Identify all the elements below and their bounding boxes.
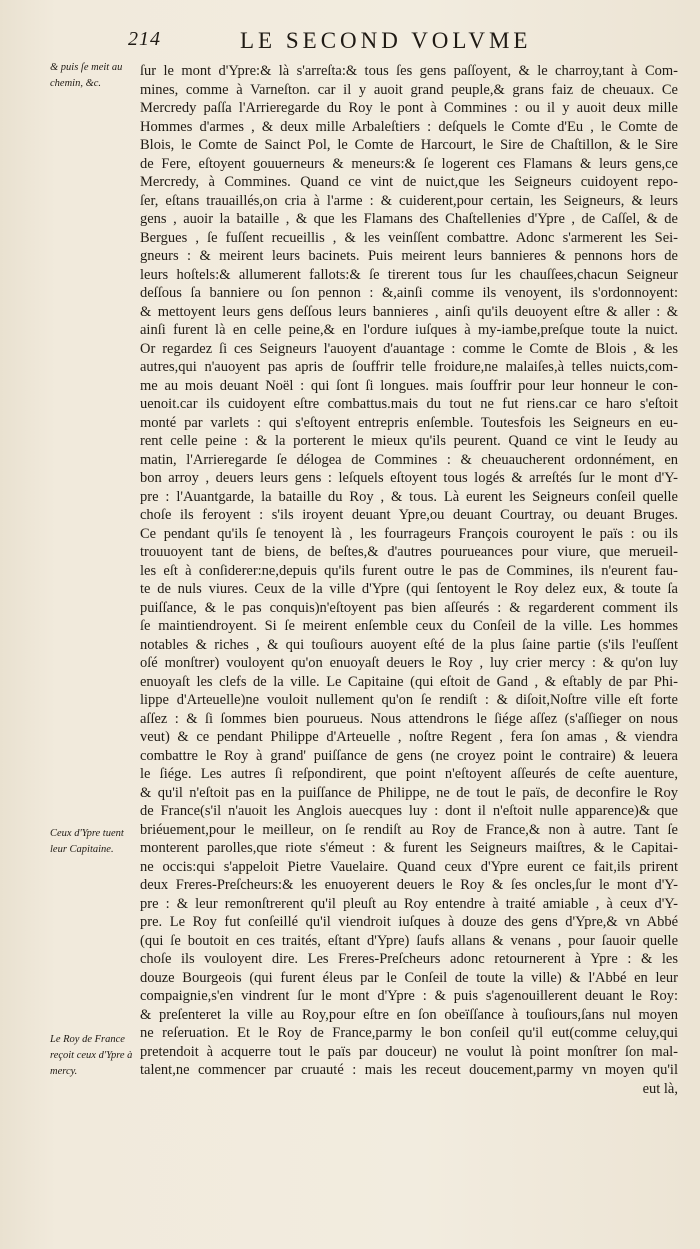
- margin-note: & puis ſe meit au chemin, &c.: [50, 62, 123, 89]
- text-line: lippe d'Arteuelle)ne vouloit nullement qu'on ſe rendiſt : & diſoit,Noſtre ville eſt forte: [140, 692, 678, 708]
- text-line: ſur le mont d'Ypre:& là s'arreſta:& tous ſes gens paſſoyent, & le charroy,tant à Com-: [140, 63, 678, 79]
- text-line: ſer, eſtans trauaillés,on cria à l'arme : & cuiderent,pour certain, les Seigneurs, & leurs: [140, 192, 678, 209]
- text-line: pretendoit à acquerre tout le païs par douceur) ne voulut là point monſtrer ſon mal-: [140, 1043, 678, 1060]
- text-line: talent,ne commencer par cruauté : mais les receut doucement,parmy vn moyen qu'il: [140, 1062, 678, 1078]
- text-line: gens , auoir la bataille , & que les Flamans des Chaſtellenies d'Ypre , de Caſſel, & de: [140, 211, 678, 227]
- text-line: me au mois deuant Noël : qui ſont ſi longues. mais ſouffrir pour leur honneur le con-: [140, 377, 678, 394]
- text-line: Mercredy, à Commines. Quand ce vint de nuict,que les Seigneurs cuidoyent repo-: [140, 174, 678, 190]
- text-line: choſe ils vouloyent dire. Les Freres-Preſcheurs adonc retournerent à Ypre : & les: [140, 951, 678, 967]
- text-line: uenoit.car ils cuidoyent eſtre combattus.mais du tout ne fut riens.car ce haro s'eſtoit: [140, 396, 678, 412]
- text-line: te de nuls viures. Ceux de la ville d'Ypre (qui ſentoyent le Roy delez eux, & toute ſa: [140, 581, 678, 597]
- text-line: ne occis:qui s'appeloit Pietre Vauelaire. Quand ceux d'Ypre eurent ce fait,ils prirent: [140, 858, 678, 875]
- margin-notes: [0, 0, 140, 1249]
- text-line: gneurs : & meirent leurs bacinets. Puis meirent leurs bannieres & pennons hors de: [140, 248, 678, 264]
- text-line: briéuement,pour le meilleur, on ſe rendiſt au Roy de France,& non à autre. Tant ſe: [140, 821, 678, 838]
- text-line: compaignie,s'en vindrent ſur le mont d'Ypre : & puis s'agenouillerent deuant le Roy:: [140, 988, 678, 1004]
- text-line: aſſez : & ſi ſommes bien pourueus. Nous attendrons le ſiége aſſez (s'aſſieger on nous: [140, 710, 678, 727]
- text-line: & qu'il n'eſtoit pas en la puiſſance de Philippe, ne de tout le païs, de deconfire le Roy: [140, 784, 678, 801]
- text-line: bon arroy , deuers leurs gens : leſquels eſtoyent tous logés & arreſtés ſur le mont d'Y-: [140, 470, 678, 486]
- text-line: Hommes d'armes , & deux mille Arbaleſtiers : deſquels le Comte d'Eu , le Comte de: [140, 118, 678, 135]
- text-line: oſé monſtrer) vouloyent qu'on enuoyaſt deuers le Roy , luy crier mercy : & qu'on luy: [140, 655, 678, 671]
- text-line: le ſiége. Les autres ſi reſpondirent, que point n'eſtoyent aſſeurés de ceſte auenture,: [140, 766, 678, 782]
- text-line: notables & riches , & qui touſiours auoyent eſté de la plus ſaine partie (s'ils l'euſſent: [140, 636, 678, 653]
- text-line: pre : & leur remonſtrerent qu'il pleuſt au Roy entendre à traité amiable , à ceux d'Y-: [140, 895, 678, 912]
- text-line: matin, l'Arrieregarde ſe délogea de Commines : & cheuaucherent ordonnément, en: [140, 451, 678, 468]
- margin-note: Ceux d'Ypre tuent leur Capitaine.: [50, 828, 124, 855]
- text-line: mines, comme à Varneſton. car il y auoit grand peuple,& grans faiz de cheuaux. Ce: [140, 81, 678, 98]
- text-line: pre : l'Auantgarde, la bataille du Roy , & tous. Là eurent les Seigneurs conſeil quelle: [140, 488, 678, 505]
- running-title: LE SECOND VOLVME: [240, 28, 532, 53]
- text-line: les eſt à conſiderer:ne,depuis qu'ils furent outre le pas de Commines, ils n'eurent fau-: [140, 562, 678, 579]
- text-line: de Fere, eſtoyent gouuerneurs & meneurs:& ſe logerent ces Flamans & leurs gens,ce: [140, 155, 678, 172]
- body-text: [140, 62, 678, 1098]
- text-line: de France(s'il n'auoit les Anglois auecques luy : dont il n'eſtoit nulle apparence)& que: [140, 803, 678, 819]
- text-line: Bergues , ſe fuſſent recueillis , & les veinſſent combattre. Adonc s'armerent les Sei-: [140, 229, 678, 246]
- text-line: enuoyaſt les clefs de la ville. Le Capitaine (qui eſtoit de Gand , & eſtably de par Phi-: [140, 673, 678, 690]
- text-line: eut là,: [642, 1080, 678, 1097]
- text-line: veut) & ce pendant Philippe d'Arteuelle , noſtre Regent , fera ſon amas , & viendra: [140, 729, 678, 745]
- text-line: monté par varlets : qui s'eſtoyent entrepris enſemble. Toutesfois les Seigneurs en eu-: [140, 414, 678, 431]
- text-line: ne reſeruation. Et le Roy de France,parmy le bon conſeil qu'il eut(comme celuy,qui: [140, 1025, 678, 1041]
- text-line: autres,qui n'auoyent pas apris de ſouffrir telle froidure,ne malaiſes,à telles nuicts,com-: [140, 359, 678, 375]
- text-line: rent celle peine : & la porterent le mieux qu'ils peurent. Quand ce vint le Ieudy au: [140, 433, 678, 449]
- text-line: & preſenteret la ville au Roy,pour eſtre en ſon obeïſſance à touſiours,ſans nul moyen: [140, 1006, 678, 1023]
- page-number: 214: [128, 28, 161, 50]
- text-line: (qui ſe boutoit en ces traités, eſtant d'Ypre) ſaufs allans & venans , pour ſauoir quelle: [140, 932, 678, 949]
- text-line: & mettoyent leurs gens deſſous leurs bannieres , ainſi qu'ils deuoyent eſtre & aller : &: [140, 303, 678, 320]
- text-line: deux Freres-Preſcheurs:& les enuoyerent deuers le Roy & ſes oncles,ſur le mont d'Y-: [140, 877, 678, 893]
- text-line: leurs hoſtels:& allumerent fallots:& ſe tirerent tous ſur les chauſſees,chacun Seigneur: [140, 266, 678, 283]
- text-line: combattre le Roy à grand' puiſſance de gens (ne croyez point le contraire) & leuera: [140, 747, 678, 764]
- text-line: Blois, le Comte de Sainct Pol, le Comte de Harcourt, le Sire de Chaſtillon, & le Sire: [140, 137, 678, 153]
- text-line: trouuoyent tant de biens, de beſtes,& d'autres pourueances pour viure, que merueil-: [140, 544, 678, 560]
- text-line: pre. Le Roy fut conſeillé qu'il viendroit iuſques à douze des gens d'Ypre,& vn Abbé: [140, 914, 678, 930]
- text-line: Mercredy paſſa l'Arrieregarde du Roy le pont à Commines : ou il y auoit deux mille: [140, 100, 678, 116]
- text-line: ainſi furent là en celle peine,& en l'ordure iuſques à my-iambe,preſque toute la nuict.: [140, 322, 678, 338]
- text-line: ſe maintiendroyent. Si ſe meirent enſemble ceux du Conſeil de la ville. Les hommes: [140, 618, 678, 634]
- text-line: monterent parolles,que riote s'émeut : & furent les Seigneurs maiſtres, & le Capitai-: [140, 840, 678, 856]
- text-line: Ce pendant qu'ils ſe tenoyent là , les fourrageurs François couroyent le païs : ou ils: [140, 525, 678, 542]
- margin-note: Le Roy de France reçoit ceux d'Ypre à mercy.: [50, 1034, 133, 1077]
- text-line: Or regardez ſi ces Seigneurs l'auoyent d'auantage : comme le Comte de Blois , & les: [140, 340, 678, 357]
- text-line: deſſous ſa banniere ou ſon pennon : &,ainſi comme ils venoyent, ils s'ordonnoyent:: [140, 285, 678, 301]
- text-line: douze Bourgeois (qui furent éleus par le Conſeil de toute la ville) & l'Abbé en leur: [140, 969, 678, 986]
- text-line: puiſſance, & le pas conquis)n'eſtoyent pas bien aſſeurés : & regarderent comment ils: [140, 599, 678, 616]
- text-line: choſe ils feroyent : s'ils iroyent deuant Ypre,ou deuant Courtray, ou deuant Bruges.: [140, 507, 678, 523]
